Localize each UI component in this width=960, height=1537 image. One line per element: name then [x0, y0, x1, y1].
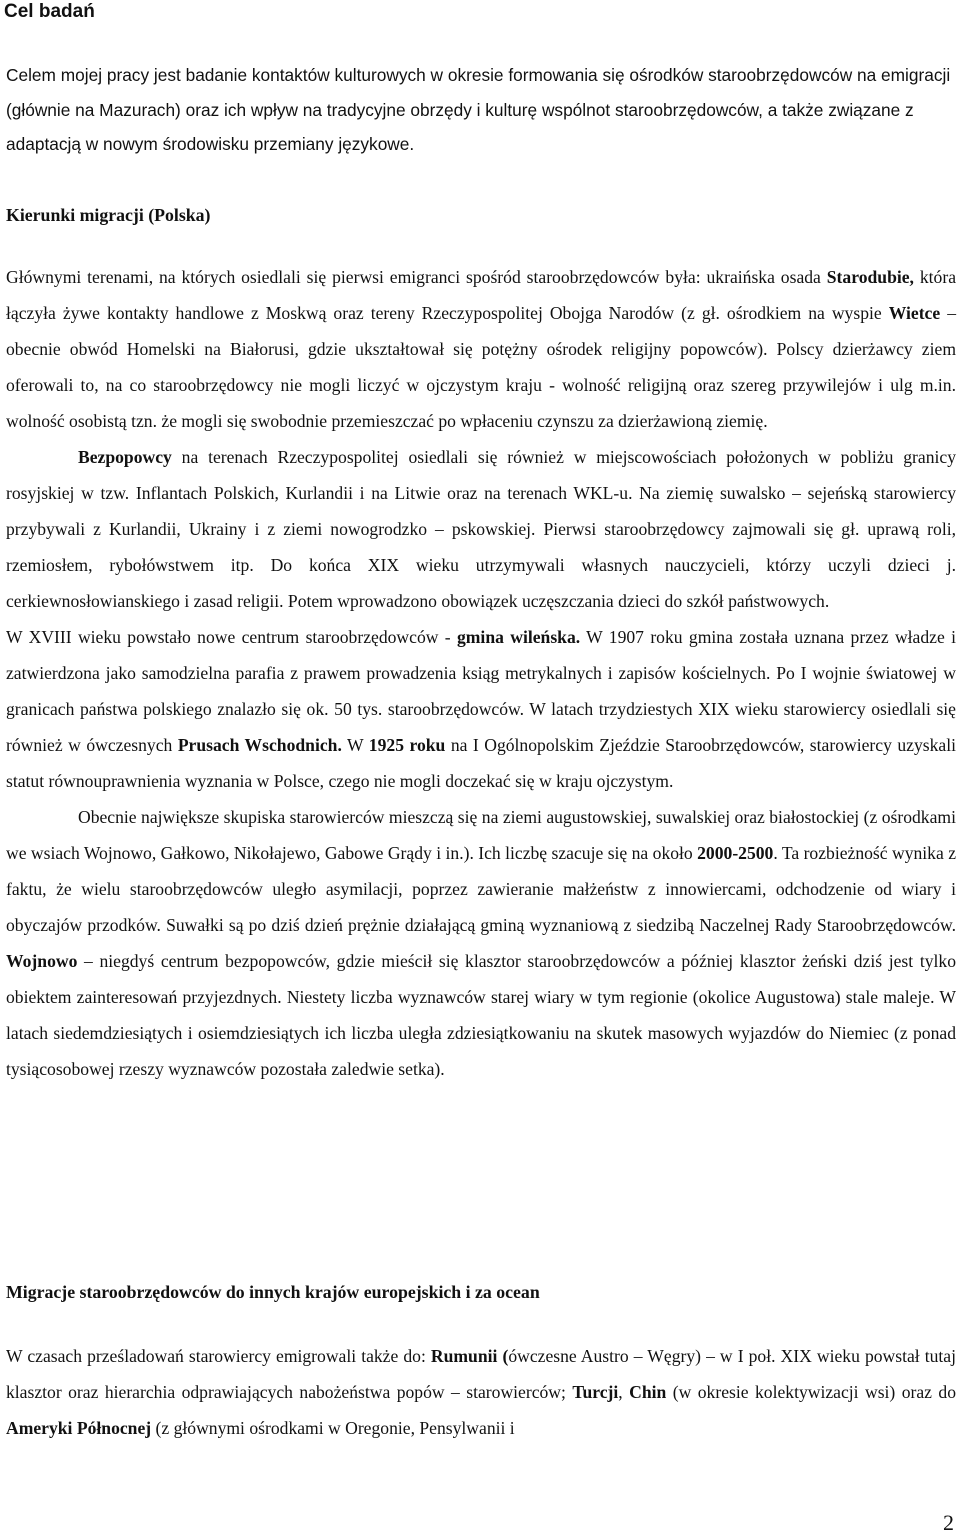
bold-run: gmina wileńska.	[456, 627, 581, 647]
bold-run: Ameryki Północnej	[6, 1418, 152, 1438]
bold-run: Chin	[629, 1382, 667, 1402]
text-run: (w okresie kolektywizacji wsi) oraz do	[666, 1382, 957, 1402]
intro-paragraph: Celem mojej pracy jest badanie kontaktów kulturowych w okresie formowania się ośrodków staroobrzędowców na emigracji (głównie na Mazurach) oraz ich wpływ na tradycyjne obrzędy i kulturę wspólnot staroobrzędowców, a także związane z adaptacją w nowym środowisku przemiany językowe.	[6, 65, 951, 154]
bold-run: 1925 roku	[368, 735, 446, 755]
paragraph-bezpopowcy	[6, 439, 956, 619]
text-run: Głównymi terenami, na których osiedlali się pierwsi emigranci spośród staroobrzędowców była: ukraińska osada	[6, 267, 827, 287]
bold-run: Prusach Wschodnich.	[177, 735, 342, 755]
bold-run: Bezpopowcy	[78, 447, 172, 467]
section-heading-migracje: Migracje staroobrzędowców do innych krajów europejskich i za ocean	[6, 1282, 540, 1302]
text-run: W XVIII wieku powstało nowe centrum staroobrzędowców -	[6, 627, 457, 647]
text-run: . Ta rozbieżność wynika z faktu, że wielu staroobrzędowców uległo asymilacji, poprzez zawieranie małżeństw z innowiercami, odchodzenie od wiary i obyczajów przodków. Suwałki są po dziś dzień prężnie działającą gminą wyznaniową z siedzibą Naczelnej Rady Staroobrzędowców.	[6, 843, 956, 935]
text-run: (z głównymi ośrodkami w Oregonie, Pensylwanii i	[151, 1418, 515, 1438]
bold-run: Wojnowo	[6, 951, 78, 971]
paragraph-emigracja	[6, 1338, 956, 1446]
section-heading-kierunki-migracji: Kierunki migracji (Polska)	[6, 205, 211, 225]
bold-run: Wietce	[888, 303, 941, 323]
paragraph-obecnie	[6, 799, 956, 1087]
text-run: Obecnie największe skupiska starowierców mieszczą się na ziemi augustowskiej, suwalskiej oraz białostockiej (z ośrodkami we wsiach Wojnowo, Gałkowo, Nikołajewo, Gabowe Grądy i in.). Ich liczbę szacuje się na około	[6, 807, 956, 863]
bold-run: 2000-2500	[697, 843, 774, 863]
text-run: – niegdyś centrum bezpopowców, gdzie mieścił się klasztor staroobrzędowców a później klasztor żeński dziś jest tylko obiektem zainteresowań przyjezdnych. Niestety liczba wyznawców starej wiary w tym regionie (okolice Augustowa) stale maleje. W latach siedemdziesiątych i osiemdziesiątych ich liczba uległa zdziesiątkowaniu na skutek masowych wyjazdów do Niemiec (z ponad tysiącosobowej rzeszy wyznawców pozostała zaledwie setka).	[6, 951, 956, 1079]
section-heading-cel-badan: Cel badań	[4, 1, 95, 22]
text-run: W	[341, 735, 369, 755]
bold-run: Turcji	[572, 1382, 619, 1402]
bold-run: Starodubie,	[826, 267, 914, 287]
text-run: – obecnie obwód Homelski na Białorusi, gdzie ukształtował się potężny ośrodek religijny popowców). Polscy dzierżawcy ziem oferowali to, na co staroobrzędowcy nie mogli liczyć w ojczystym kraju - wolność religijną oraz szereg przywilejów i ulg m.in. wolność osobistą tzn. że mogli się swobodnie przemieszczać po wpłaceniu czynszu za dzierżawioną ziemię.	[6, 303, 956, 431]
kierunki-body	[6, 259, 956, 1087]
paragraph-starodubie	[6, 259, 956, 439]
text-run: W czasach prześladowań starowiercy emigrowali także do:	[6, 1346, 431, 1366]
paragraph-gmina-wilenska	[6, 619, 956, 799]
text-run: W 1907 roku gmina została uznana przez władze i zatwierdzona jako samodzielna parafia z prawem prowadzenia ksiąg metrykalnych i zapisów kościelnych. Po I wojnie światowej w granicach państwa polskiego znalazło się ok. 50 tys. staroobrzędowców. W latach trzydziestych XIX wieku starowiercy osiedlali się również w ówczesnych	[6, 627, 957, 755]
text-run: ,	[618, 1382, 630, 1402]
page-number: 2	[943, 1510, 954, 1535]
text-run: która łączyła żywe kontakty handlowe z Moskwą oraz tereny Rzeczypospolitej Obojga Narodów (z gł. ośrodkiem na wyspie	[6, 267, 956, 323]
text-run: na terenach Rzeczypospolitej osiedlali się również w miejscowościach położonych w pobliżu granicy rosyjskiej w tzw. Inflantach Polskich, Kurlandii i na Litwie oraz na terenach WKL-u. Na ziemię suwalsko – sejeńską starowiercy przybywali z Kurlandii, Ukrainy i z ziemi nowogrodzko – pskowskiej. Pierwsi staroobrzędowcy zajmowali się gł. uprawą roli, rzemiosłem, rybołówstwem itp. Do końca XIX wieku utrzymywali własnych nauczycieli, którzy uczyli dzieci j. cerkiewnosłowianskiego i zasad religii. Potem wprowadzono obowiązek uczęszczania dzieci do szkół państwowych.	[6, 447, 956, 611]
migracje-body	[6, 1338, 956, 1446]
text-run: na I Ogólnopolskim Zjeździe Staroobrzędowców, starowiercy uzyskali statut równouprawnienia wyznania w Polsce, czego nie mogli doczekać się w kraju ojczystym.	[6, 735, 956, 791]
bold-run: Rumunii (	[430, 1346, 509, 1366]
text-run: ówczesne Austro – Węgry) – w I poł. XIX wieku powstał tutaj klasztor oraz hierarchia odprawiających nabożeństwa popów – starowierców;	[6, 1346, 957, 1402]
